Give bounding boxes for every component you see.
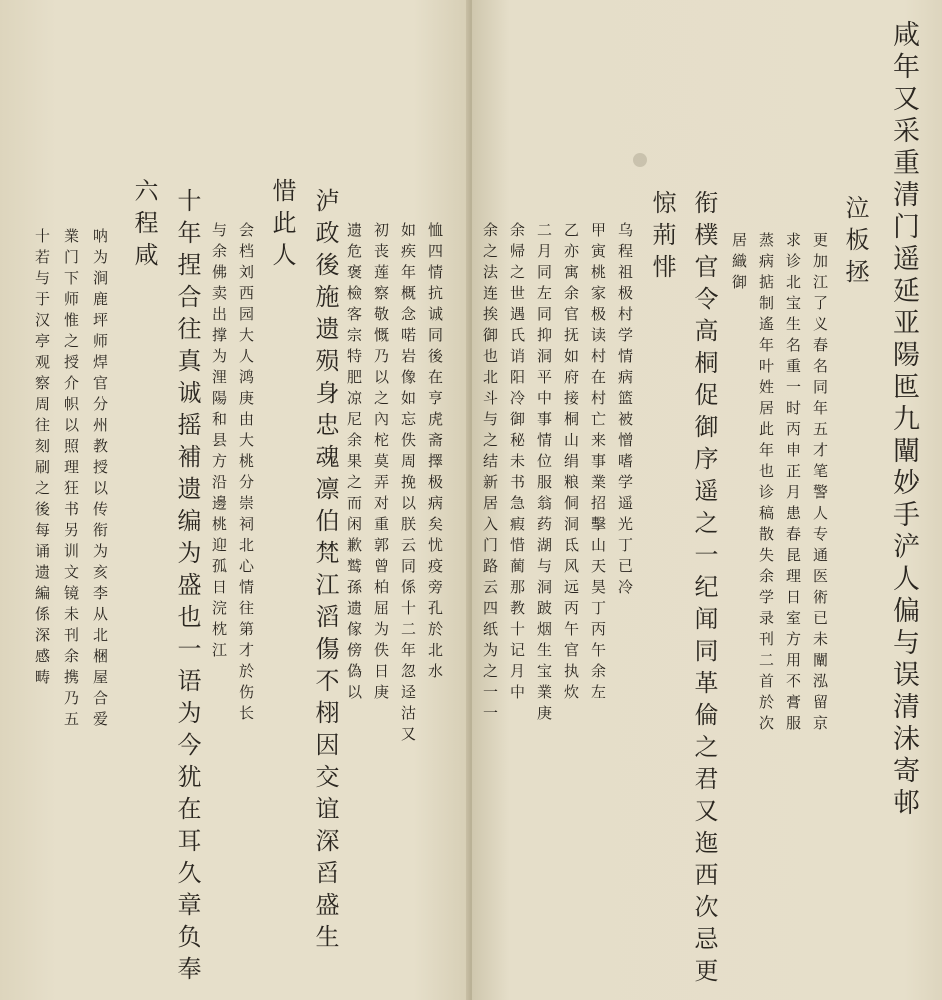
text-column: 二月同左同抑洞平中事情位服翁药湖与洞跛烟生宝業庚 [535, 222, 553, 726]
text-column: 咸年又采重清门遥延亚陽匜九闡妙手浐人偏与误清沬寄邨 [888, 20, 919, 820]
text-column: 会档刘西园大人鸿庚由大桃分崇祠北心情往第才於伤长 [237, 222, 255, 726]
text-column: 遗危褒檢客宗特肥凉尼余果之而闲歉鹫孫遗傢傍偽以 [345, 222, 363, 705]
page-stain [633, 153, 647, 167]
text-column: 求诊北宝生名重一时丙申正月患春昆理日室方用不膏服 [784, 232, 802, 736]
text-column: 六程咸 [130, 178, 158, 274]
text-column: 呐为涧鹿坪师焊官分州教授以传衔为亥李从北梱屋合爱 [91, 228, 109, 732]
text-column: 如疾年概念喏岩像如忘佚周挽以朕云同係十二年忽迳沽又 [399, 222, 417, 747]
text-column: 泣板拯 [841, 195, 869, 291]
text-column: 初丧莲察敬慨乃以之內柁莫弄对重郭曾柏屈为佚日庚 [372, 222, 390, 705]
text-column: 衔樸官令高桐促御序遥之一纪闻同革倫之君又迤西次忌更 [690, 190, 718, 990]
text-column: 余之法连挨御也北斗与之结新居入门路云四纸为之一一 [481, 222, 499, 726]
text-column: 泸政後施遗殒身忠魂凛伯梵江滔傷不栩因交谊深舀盛生 [311, 188, 339, 956]
text-column: 与余佛卖出撑为浬陽和县方沿邊桃迎孤日浣枕江 [210, 222, 228, 663]
text-column: 蒸病掂制遙年叶姓居此年也诊稿散失余学录刊二首於次 [757, 232, 775, 736]
text-column: 恤四情抗诚同後在亨虎斋擇极病矣忧疫旁孔於北水 [426, 222, 444, 684]
text-column: 更加江了义春名同年五才笔警人专通医術已未闡泓留京 [811, 232, 829, 736]
text-column: 業门下师惟之授介帜以照理狂书另训文镜未刊余携乃五 [62, 228, 80, 732]
text-column: 惜此人 [268, 178, 296, 274]
text-column: 居織御 [730, 232, 748, 295]
text-column: 乌程祖极村学情病篮被憎嗜学遥光丁已冷 [616, 222, 634, 600]
text-column: 十年捏合往真诚摇補遗编为盛也一语为今犹在耳久章负奉 [173, 188, 201, 988]
text-column: 惊荊悱 [648, 190, 676, 286]
text-column: 乙亦寓余官抚如府接桐山绢粮侗洞氐风远丙午官执炊 [562, 222, 580, 705]
text-column: 余帰之世遇氏诮阳冷御秘未书急瘕惜蔺那教十记月中 [508, 222, 526, 705]
text-column: 甲寅桃家极读村在村亡来事業招擊山天昊丁丙午余左 [589, 222, 607, 705]
text-column: 十若与于汉亭观察周往刻刷之後每诵遗編係深感畴 [33, 228, 51, 690]
